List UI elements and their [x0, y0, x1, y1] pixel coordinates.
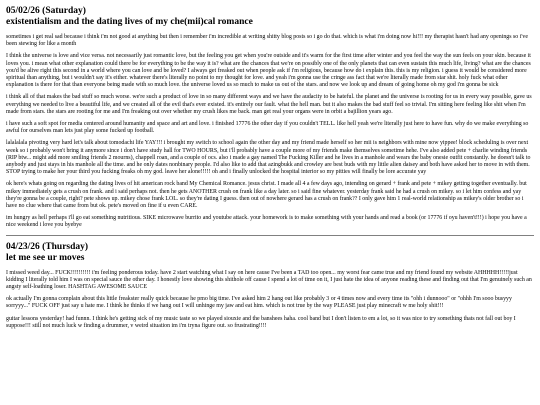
- post-paragraph: ok actually I'm gonna complain about this little freakster really quick because he pmo big time. I've asked him 2 hang out like probably 3 or 4 times now and every time its "ohh i dunnooo" or "ohhh I'm sooo busyyy sorryyy..." FUCK OFF just say u hate me. I think he thinks if we hang out I will unhinge my jaw and eat him. which is not true by the way PLEASE just play minecraft w me holy shit!!!: [6, 296, 512, 310]
- post-paragraph: ok here's whats going on regarding the dating lives of hit american rock band My Chemical Romance. jesus christ. I made all 4 a few days ago, intending on gerard + frank and pete + mikey getting together eventually. but mikey immediately gets a crush on frank. and i said perhaps not. then he gets ANOTHER crush on frank like a day later. so i said fine whatever. yesterday frank said he had a crush on mikey. so i let him confess and yay they're gonna be a couple, right? pete shows up. mikey chose frank LOL. so they're dating I guess. then out of nowhere gerard has a crush on frank?? I only gave him 1 real-world relationship as mikey's older brother so i have no clue where that came from but ok. pete's moved on fine if u even CARE.: [6, 181, 527, 210]
- blog-post: [6, 6, 534, 230]
- post-paragraph: lalalalala pivoting very hard let's talk about tomodachi life YAY!!! i brought my switch to school again the other day and my friend made herself so her mii is neighbors with mine now yippee! block scheduling is over next week so i probably won't bring it anymore since i don't have study hall for TWO HOURS, but i'll probably have a couple more of my friends make themselves sometime hehe. I've also added pete + charlie winding friends (RIP btw... might add more smiling friends 2 mourns), chappell roan, and a couple of ocs. also i made a gay named The Fucking Killer and he lives in a manhole and wears the baby onesie outfit constantly. he doesn't talk to anybody and just stays in his manhole all the time. and he only dates nonbinary people. I'd also like to add that azingbukk and crowley are best buds with my little alien daisey and both have asked her to move in with them. STOP trying to make her your third you fucking freaks oh my god. leave her alone!!!!! oh and i finally unlocked the hospital interior so my pitties will finally be lore accurate yay: [6, 140, 531, 176]
- post-date: 04/23/26 (Thursday): [6, 241, 89, 252]
- post-paragraph: i have such a soft spot for media centered around humanity and space and art and love. i finished 17776 the other day if you couldn't TELL. like hell yeah we're literally just here to have fun. why do we make everything so awful for ourselves man lets just play some fucked up football.: [6, 121, 529, 135]
- post-title: let me see ur moves: [6, 252, 85, 263]
- post-title: existentialism and the dating lives of my che(mii)cal romance: [6, 17, 253, 27]
- post-paragraph: sometimes i get real sad because i think i'm not good at anything but then i remember i'm incredible at writing shitty blog posts so i go do that. which is what i'm doing now hi!!! my therapist hasn't had any openings so i've been stewing for like a month: [6, 34, 528, 48]
- post-divider: [6, 235, 534, 236]
- post-paragraph: im hungry as hell perhaps i'll go eat something nutritious. SIKE microwave burrito and youtube attack. your homework is to make something with your hands and read a book (or 17776 if oyu haven't!!!) i hope you have a nice weekend i love you byebye: [6, 215, 527, 229]
- post-paragraph: i think all of that makes the bad stuff so much worse. we're such a product of love in so many different ways and we have the audacity to be hateful. the planet and the universe is rooting for us in every way possible, gave us everything we needed to live a beautiful life, and we created all of the evil that's ever existed. it's entirely our fault. what the hell man. but it also makes the bad stuff feel so trivial. I'm sitting here feeling like shit when I'm made from stars. the stars are rooting for me and I'm freaking out over whether my crush likes me back. man get real your organs were in orbit a bajillion years ago.: [6, 94, 532, 115]
- post-paragraph: I think the universe is love and vice versa. not necessarily just romantic love, but the feeling you get when you're outside and it's warm for the first time after winter and you feel the way the sun feels on your skin. because it loves you. i mean what other explanation could there be for everything to be the way it is? what are the chances that we're on possibly one of the only planets that can even sustain this much life, living? what are the chances you'd be alive right this second in a world where you can love and be loved? I always get freaked out when people ask if i'm religious, because how do i explain this. this is my religion. i guess it would be considered more spiritual than anything, but i wouldn't say it's either. whatever there's literally no point to my thought for love. and yeah i'm gonna use the cringe ass fact that we're literally made from star shit. holy fuck what other explanation is there for that than everyone being made with so much love. the universe loved us so much to make us out of the stars. and now we look up and dream of going home oh my god i'm gonna be sick: [6, 53, 531, 89]
- post-paragraph: I missed weed day... FUCK!!!!!!!!!! i'm feeling ponderous today. have 2 start watching what I say on here cause I've been a TAD too open... my worst fear came true and my friend found my website AHHHHH!!!!!just kidding I literally told him I was on special sauce the other day. I honestly love showing this shithole off cause I spend a lot of time on it, I just hate the idea of anyone reading these and finding out that I'm genuinely such an angsty self-loathing loser. HASHTAG AWESOME SAUCE: [6, 269, 532, 291]
- post-date: 05/02/26 (Saturday): [6, 6, 86, 16]
- blog-post: [6, 242, 534, 330]
- post-paragraph: guitar lessons yesterday! had funnn. I think he's getting sick of my music taste so we played siouxie and the banshees haha. cool band but I don't listen to em a lot, so it was nice to try something thats not fall out boy I suppose!!! still not much luck w finding a drummer, v weird situation im i'm tryna figure out. so frustrating!!!!: [6, 315, 516, 329]
